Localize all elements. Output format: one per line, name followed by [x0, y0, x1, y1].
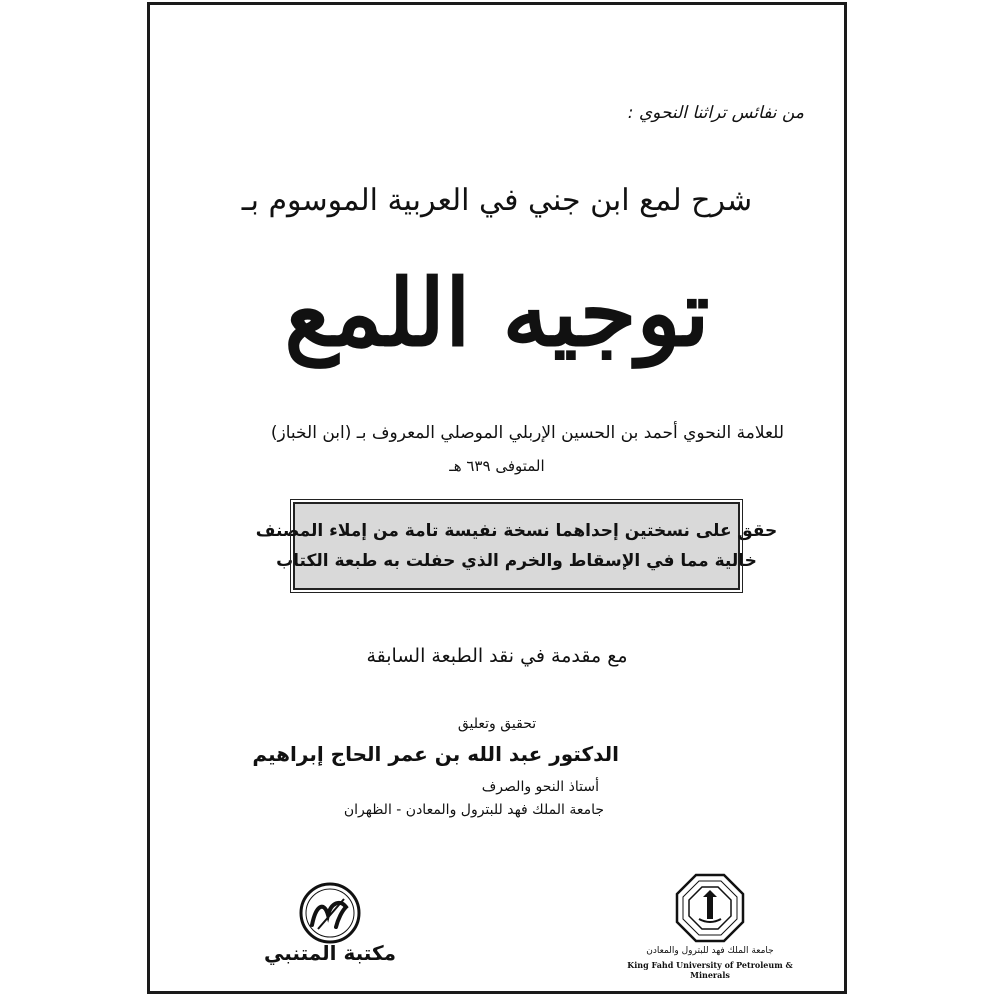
editor-title: أستاذ النحو والصرف: [481, 779, 599, 795]
intro-note: مع مقدمة في نقد الطبعة السابقة: [366, 645, 628, 667]
manuscript-note-line-2: خالية مما في الإسقاط والخرم الذي حفلت به طبعة الكتاب: [276, 551, 757, 571]
university-name-arabic: جامعة الملك فهد للبترول والمعادن: [646, 946, 774, 956]
editing-label: تحقيق وتعليق: [457, 716, 537, 732]
book-title-page: [147, 2, 847, 994]
manuscript-note-line-1: حقق على نسختين إحداهما نسخة نفيسة تامة من إملاء المصنف: [255, 521, 778, 541]
manuscript-note-box: [255, 502, 778, 590]
book-subtitle: شرح لمع ابن جني في العربية الموسوم بـ: [241, 183, 753, 218]
main-title: توجيه اللمع: [284, 259, 710, 367]
publisher-logo-icon: [298, 881, 362, 945]
editor-name: الدكتور عبد الله بن عمر الحاج إبراهيم: [252, 742, 619, 766]
university-seal-icon: [675, 873, 745, 943]
editor-affiliation: جامعة الملك فهد للبترول والمعادن - الظهران: [343, 802, 604, 818]
publisher-name: مكتبة المتنبي: [264, 941, 396, 965]
university-name-english: King Fahd University of Petroleum & Minerals: [627, 960, 793, 980]
series-label: من نفائس تراثنا النحوي :: [627, 103, 804, 123]
author-death-date: المتوفى ٦٣٩ هـ: [449, 457, 545, 475]
author-line: للعلامة النحوي أحمد بن الحسين الإربلي الموصلي المعروف بـ (ابن الخباز): [270, 423, 784, 443]
